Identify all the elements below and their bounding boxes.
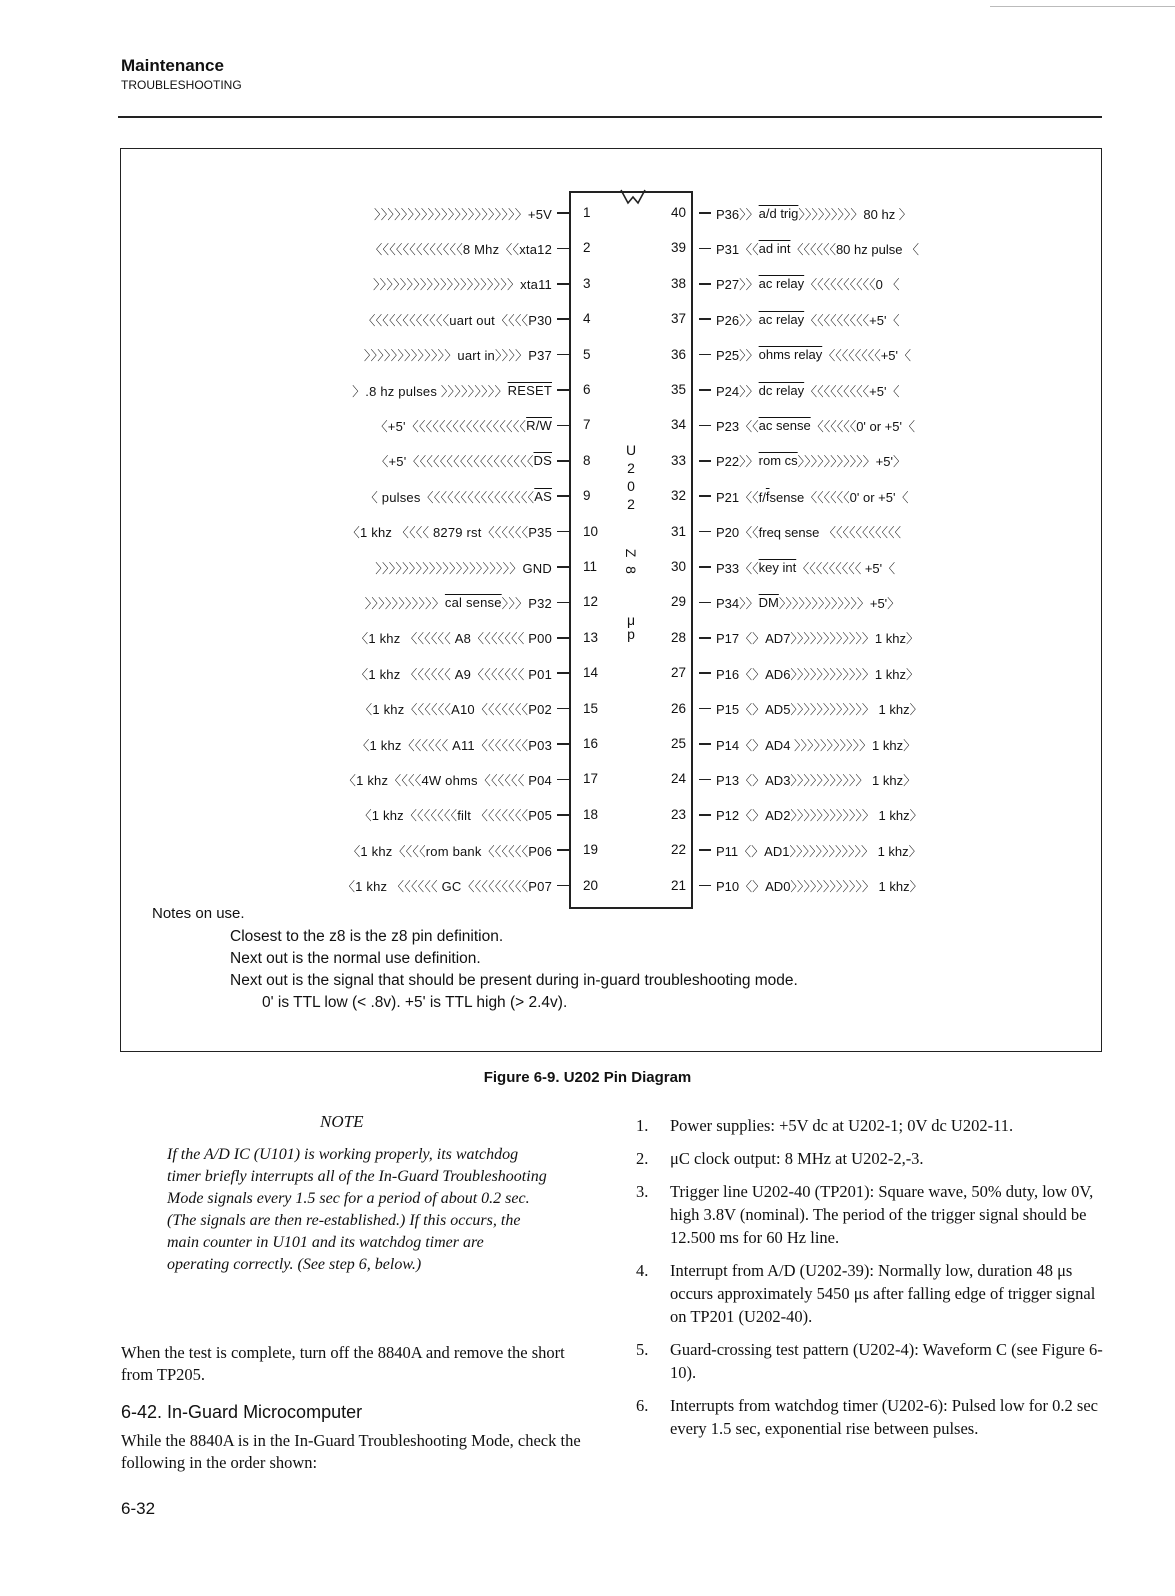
right-pin-signal — [693, 549, 1013, 585]
list-number: 1. — [636, 1116, 649, 1135]
signal-text: 〈1 khz 〈〈〈〈〈〈 GC〈〈〈〈〈〈〈〈〈P07 — [341, 879, 552, 895]
chip-label-char: 2 — [627, 460, 635, 476]
signal-text: 〈〈〈〈〈〈〈〈〈 +5'〈 — [796, 560, 896, 576]
list-text: Interrupts from watchdog timer (U202-6): Pulsed low for 0.2 sec every 1.5 sec, exponential rise between pulses. — [670, 1396, 1098, 1438]
right-pin-signal — [693, 266, 1013, 302]
pin-lead — [699, 743, 711, 745]
active-low-signal: $\overline{DS}$ — [533, 453, 552, 469]
left-pin-signal — [230, 655, 569, 691]
signal-text: 〈+5'〈〈〈〈〈〈〈〈〈〈〈〈〈〈〈〈〈 — [374, 418, 527, 434]
pin-lead — [699, 495, 711, 497]
signal-text: 〈〈〈〈〈〈〈〈〈+5'〈 — [804, 312, 900, 328]
chip-label-char: 0 — [627, 478, 635, 494]
active-low-signal: ac relay — [758, 311, 805, 327]
pin-lead — [557, 743, 569, 745]
left-pin-signal — [230, 832, 569, 868]
list-item — [636, 1147, 1108, 1170]
signal-text: P31〈〈 — [716, 241, 759, 257]
signal-text: 〉〉〉〉〉〉〉〉〉〉〉〉〉〉〉〉〉〉〉〉〉xta11 — [372, 277, 552, 293]
pin-lead — [699, 779, 711, 781]
pin-number: 31 — [670, 523, 686, 539]
pin-lead — [557, 495, 569, 497]
pin-lead — [557, 885, 569, 887]
signal-text: P16〈〉AD6〉〉〉〉〉〉〉〉〉〉〉〉1 khz〉 — [716, 666, 919, 682]
left-pin-signal — [230, 478, 569, 514]
pin-number: 2 — [583, 240, 591, 256]
signal-text: 〈1 khz〈〈〈〈〈〈〈filt 〈〈〈〈〈〈〈P05 — [358, 808, 552, 824]
signal-text: 〈〈〈〈〈〈〈〈〈〈0 〈 — [804, 277, 900, 293]
signal-text: P25〉〉 — [716, 348, 759, 364]
list-text: Interrupt from A/D (U202-39): Normally low, duration 48 μs occurs approximately 5450 μs after falling edge of trigger signal on TP201 (U202-40). — [670, 1261, 1096, 1326]
list-text: Trigger line U202-40 (TP201): Square wave, 50% duty, low 0V, high 3.8V (nominal). The period of the trigger signal should be 12.500 ms for 60 Hz line. — [670, 1182, 1094, 1247]
right-pin-signal — [693, 514, 1013, 550]
section-subtitle: TROUBLESHOOTING — [121, 78, 242, 92]
left-pin-signal — [230, 691, 569, 727]
left-pin-signal — [230, 372, 569, 408]
pin-number: 32 — [670, 488, 686, 504]
signal-text: P13〈〉AD3〉〉〉〉〉〉〉〉〉〉〉 1 khz〉 — [716, 772, 917, 788]
right-pin-signal — [693, 372, 1013, 408]
left-pin-signal — [230, 797, 569, 833]
pin-number: 19 — [583, 842, 599, 858]
chip-label-char: U — [625, 442, 637, 458]
note-line: Next out is the signal that should be present during in-guard troubleshooting mode. — [230, 972, 798, 989]
pin-lead — [699, 708, 711, 710]
list-item — [636, 1338, 1108, 1384]
pin-lead — [557, 354, 569, 356]
pin-lead — [699, 389, 711, 391]
pin-number: 22 — [670, 842, 686, 858]
pin-lead — [557, 460, 569, 462]
pin-lead — [557, 248, 569, 250]
pin-number: 21 — [670, 877, 686, 893]
signal-text: 〈1 khz〈〈〈〈4W ohms〈〈〈〈〈〈 P04 — [342, 772, 552, 788]
list-text: Guard-crossing test pattern (U202-4): Waveform C (see Figure 6-10). — [670, 1340, 1103, 1382]
pin-number: 30 — [670, 559, 686, 574]
list-number: 3. — [636, 1182, 649, 1201]
pin-number: 24 — [670, 771, 686, 787]
pin-lead — [557, 779, 569, 781]
list-item — [636, 1180, 1108, 1249]
paragraph: When the test is complete, turn off the 8840A and remove the short from TP205. — [121, 1343, 565, 1384]
list-number: 2. — [636, 1149, 649, 1168]
note-heading: NOTE — [320, 1112, 364, 1131]
pin-lead — [699, 460, 711, 462]
active-low-signal: ac relay — [758, 276, 805, 292]
chip-label-char: 2 — [627, 496, 635, 512]
ic-notch-icon — [620, 189, 646, 205]
right-pin-signal — [693, 761, 1013, 797]
left-pin-signal — [230, 407, 569, 443]
pin-number: 35 — [670, 382, 686, 397]
signal-text: 〉〉〉〉〉〉〉〉〉〉〉〉〉uart in〉〉〉〉P37 — [363, 348, 552, 364]
pin-lead — [699, 283, 711, 285]
top-edge-rule — [990, 6, 1175, 7]
pin-number: 26 — [670, 700, 686, 716]
pin-number: 20 — [583, 877, 599, 893]
left-pin-signal — [230, 514, 569, 550]
pin-lead — [699, 849, 711, 851]
signal-text: P15〈〉AD5〉〉〉〉〉〉〉〉〉〉〉〉 1 khz〉 — [716, 702, 923, 718]
signal-text: 〈〈〈〈〈〈0' or +5'〈 — [810, 418, 915, 434]
signal-text: P24〉〉 — [716, 383, 759, 399]
right-pin-signal — [693, 691, 1013, 727]
checklist — [636, 1114, 1108, 1450]
left-pin-signal — [230, 337, 569, 373]
active-low-signal: cal sense — [444, 594, 502, 610]
signal-text: 〉〉〉〉〉〉〉〉〉80 hz 〉 — [798, 206, 912, 222]
left-pin-signal — [230, 266, 569, 302]
list-item — [636, 1394, 1108, 1440]
signal-text: P36〉〉 — [716, 206, 759, 222]
pin-lead — [557, 637, 569, 639]
list-number: 6. — [636, 1396, 649, 1415]
pin-number: 12 — [583, 594, 599, 610]
chip-label-char: p — [627, 626, 635, 642]
signal-text: 〈1 khz 〈〈〈〈 8279 rst〈〈〈〈〈〈P35 — [346, 525, 552, 541]
active-low-signal: ac sense — [758, 417, 811, 433]
signal-text: P17〈〉AD7〉〉〉〉〉〉〉〉〉〉〉〉1 khz〉 — [716, 631, 919, 647]
signal-text: 〈1 khz 〈〈〈〈〈〈 A9〈〈〈〈〈〈〈 P01 — [355, 666, 552, 682]
left-pin-signal — [230, 726, 569, 762]
pin-number: 16 — [583, 736, 599, 751]
pin-number: 34 — [670, 417, 686, 433]
right-pin-signal — [693, 407, 1013, 443]
right-pin-signal — [693, 584, 1013, 620]
left-pin-signal — [230, 761, 569, 797]
pin-lead — [557, 531, 569, 533]
active-low-signal: $\overline{DM}$ — [758, 594, 779, 610]
paragraph: While the 8840A is in the In-Guard Troubleshooting Mode, check the following in the order shown: — [121, 1431, 581, 1472]
right-pin-signal — [693, 868, 1013, 904]
signal-text: 〉〉〉〉〉〉〉〉〉〉〉〉〉〉〉〉〉〉〉〉〉〉+5V — [374, 206, 552, 222]
chip-label-char: 8 — [623, 566, 639, 574]
pin-lead — [557, 212, 569, 214]
pin-lead — [699, 637, 711, 639]
active-low-signal: ohms relay — [758, 347, 823, 363]
list-number: 5. — [636, 1340, 649, 1359]
left-pin-signal — [230, 868, 569, 904]
pin-number: 38 — [670, 275, 686, 291]
pin-number: 39 — [670, 240, 686, 256]
pin-number: 18 — [583, 806, 599, 822]
right-pin-signal — [693, 195, 1013, 231]
section-title: Maintenance — [121, 56, 224, 75]
pin-number: 1 — [583, 205, 591, 220]
signal-text: 〈+5'〈〈〈〈〈〈〈〈〈〈〈〈〈〈〈〈〈〈 — [375, 454, 534, 470]
signal-text: 〈〈〈〈〈〈〈〈〈〈〈〈〈8 Mhz〈〈xta12 — [369, 241, 552, 257]
signal-text: P33〈〈 — [716, 560, 759, 576]
active-low-signal: R/W — [526, 417, 552, 433]
right-pin-signal — [693, 797, 1013, 833]
pin-number: 37 — [670, 311, 686, 327]
pin-lead — [699, 354, 711, 356]
right-pin-signal — [693, 230, 1013, 266]
signal-text: P10〈〉AD0〉〉〉〉〉〉〉〉〉〉〉〉 1 khz〉 — [716, 879, 923, 895]
signal-text: 〉.8 hz pulses 〉〉〉〉〉〉〉〉〉 — [352, 383, 508, 399]
pin-lead — [699, 885, 711, 887]
active-low-signal: dc relay — [758, 382, 805, 398]
header-rule — [118, 116, 1102, 118]
pin-number: 28 — [670, 629, 686, 645]
right-pin-signal — [693, 337, 1013, 373]
left-pin-signal — [230, 230, 569, 266]
pin-lead — [557, 425, 569, 427]
note-line: 0' is TTL low (< .8v). +5' is TTL high (> 2.4v). — [262, 994, 568, 1011]
right-pin-signal — [693, 655, 1013, 691]
signal-text: P20〈〈freq sense 〈〈〈〈〈〈〈〈〈〈〈 — [716, 525, 901, 541]
pin-number: 25 — [670, 736, 686, 751]
pin-number: 11 — [583, 559, 598, 574]
right-pin-signal — [693, 726, 1013, 762]
signal-text: P27〉〉 — [716, 277, 759, 293]
right-pin-signal — [693, 832, 1013, 868]
right-pin-signal — [693, 443, 1013, 479]
pin-number: 40 — [670, 205, 686, 220]
signal-text: P21〈〈f/ — [716, 489, 766, 505]
pin-number: 33 — [670, 452, 686, 468]
pin-number: 27 — [670, 665, 686, 681]
note-line: Closest to the z8 is the z8 pin definition. — [230, 928, 504, 945]
page-number: 6-32 — [121, 1499, 156, 1518]
pin-lead — [557, 283, 569, 285]
active-low-signal: $\overline{AS}$ — [534, 488, 552, 504]
pin-number: 9 — [583, 488, 591, 504]
left-pin-signal — [230, 620, 569, 656]
list-item — [636, 1114, 1108, 1137]
pin-lead — [699, 425, 711, 427]
note-line: Next out is the normal use definition. — [230, 950, 481, 967]
list-text: μC clock output: 8 MHz at U202-2,-3. — [670, 1149, 924, 1168]
pin-number: 10 — [583, 523, 599, 539]
pin-number: 36 — [670, 346, 686, 362]
pin-number: 13 — [583, 629, 599, 645]
signal-text: P22〉〉 — [716, 454, 759, 470]
active-low-signal: rom cs — [758, 453, 798, 469]
figure-caption: Figure 6-9. U202 Pin Diagram — [483, 1069, 692, 1086]
signal-text: 〈1 khz〈〈〈〈〈〈 A11〈〈〈〈〈〈〈P03 — [356, 737, 552, 753]
signal-text: P34〉〉 — [716, 595, 759, 611]
pin-lead — [557, 389, 569, 391]
pin-number: 23 — [670, 806, 686, 822]
section-heading: 6-42. In-Guard Microcomputer — [121, 1402, 363, 1422]
active-low-signal: RESET — [507, 382, 552, 398]
pin-number: 29 — [670, 594, 686, 610]
signal-text: P23〈〈 — [716, 418, 759, 434]
signal-text: P12〈〉AD2〉〉〉〉〉〉〉〉〉〉〉〉 1 khz〉 — [716, 808, 923, 824]
right-pin-signal — [693, 620, 1013, 656]
signal-text: 〉〉〉〉〉〉〉〉〉〉〉〉〉+5'〉 — [778, 595, 901, 611]
pin-lead — [557, 814, 569, 816]
pin-number: 3 — [583, 275, 591, 291]
chip-label-char: Z — [623, 548, 639, 558]
pin-lead — [699, 318, 711, 320]
pin-number: 4 — [583, 311, 591, 327]
right-pin-signal — [693, 301, 1013, 337]
list-text: Power supplies: +5V dc at U202-1; 0V dc U202-11. — [670, 1116, 1014, 1135]
signal-text: 〉〉〉〉〉〉〉〉〉〉〉+5'〉 — [797, 454, 906, 470]
pin-number: 8 — [583, 452, 591, 468]
pin-lead — [699, 248, 711, 250]
left-pin-signal — [230, 584, 569, 620]
active-low-signal: a/d trig — [758, 205, 799, 221]
chip-label-char: μ — [626, 612, 636, 628]
pin-lead — [557, 318, 569, 320]
left-pin-signal — [230, 195, 569, 231]
pin-lead — [557, 708, 569, 710]
left-pin-signal — [230, 549, 569, 585]
pin-lead — [699, 814, 711, 816]
signal-text: 〈〈〈〈〈〈〈〈〈+5'〈 — [804, 383, 900, 399]
left-pin-signal — [230, 443, 569, 479]
pin-lead — [699, 531, 711, 533]
pin-number: 14 — [583, 665, 599, 681]
pin-lead — [557, 672, 569, 674]
list-number: 4. — [636, 1261, 649, 1280]
pin-number: 7 — [583, 417, 591, 433]
pin-number: 15 — [583, 700, 599, 716]
pin-lead — [557, 602, 569, 604]
active-low-signal: $\overline{f}$ — [765, 488, 770, 504]
pin-lead — [557, 849, 569, 851]
pin-number: 17 — [583, 771, 599, 787]
pin-lead — [699, 566, 711, 568]
signal-text: P14〈〉AD4 〉〉〉〉〉〉〉〉〉〉〉1 khz〉 — [716, 737, 917, 753]
signal-text: P26〉〉 — [716, 312, 759, 328]
pin-lead — [699, 602, 711, 604]
pin-number: 6 — [583, 382, 591, 397]
notes-heading: Notes on use. — [152, 905, 245, 922]
signal-text: 〉〉〉P32 — [501, 595, 552, 611]
signal-text: 〈〈〈〈〈〈〈〈〈〈〈〈uart out〈〈〈〈P30 — [362, 312, 552, 328]
signal-text: 〉〉〉〉〉〉〉〉〉〉〉〉〉〉〉〉〉〉〉〉〉GND — [375, 560, 552, 576]
signal-text: 〈〈〈〈〈〈〈〈+5'〈 — [822, 348, 912, 364]
signal-text: P11〈〉AD1〉〉〉〉〉〉〉〉〉〉〉〉 1 khz〉 — [716, 843, 922, 859]
signal-text: 〉〉〉〉〉〉〉〉〉〉〉 — [364, 595, 445, 611]
pin-lead — [699, 672, 711, 674]
pin-lead — [557, 566, 569, 568]
signal-text: sense〈〈〈〈〈〈0' or +5'〈 — [769, 489, 909, 505]
signal-text: 〈1 khz 〈〈〈〈〈〈 A8〈〈〈〈〈〈〈 P00 — [355, 631, 552, 647]
signal-text: 〈〈〈〈〈〈80 hz pulse 〈 — [790, 241, 920, 257]
signal-text: 〈 pulses〈〈〈〈〈〈〈〈〈〈〈〈〈〈〈〈 — [364, 489, 535, 505]
pin-number: 5 — [583, 346, 591, 362]
active-low-signal: ad int — [758, 240, 791, 256]
left-pin-signal — [230, 301, 569, 337]
note-body: If the A/D IC (U101) is working properly, its watchdog timer briefly interrupts all of the In-Guard Troubleshooting Mode signals every 1.5 sec for a period of about 0.2 sec. (The signals are then re-established.) If this occurs, the main counter in U101 and its watchdog timer are operating correctly. (See step 6, below.) — [167, 1146, 547, 1273]
active-low-signal: key int — [758, 559, 797, 575]
list-item — [636, 1259, 1108, 1328]
right-pin-signal — [693, 478, 1013, 514]
signal-text: 〈1 khz〈〈〈〈rom bank〈〈〈〈〈〈P06 — [347, 843, 552, 859]
pin-lead — [699, 212, 711, 214]
signal-text: 〈1 khz〈〈〈〈〈〈A10〈〈〈〈〈〈〈P02 — [359, 702, 552, 718]
